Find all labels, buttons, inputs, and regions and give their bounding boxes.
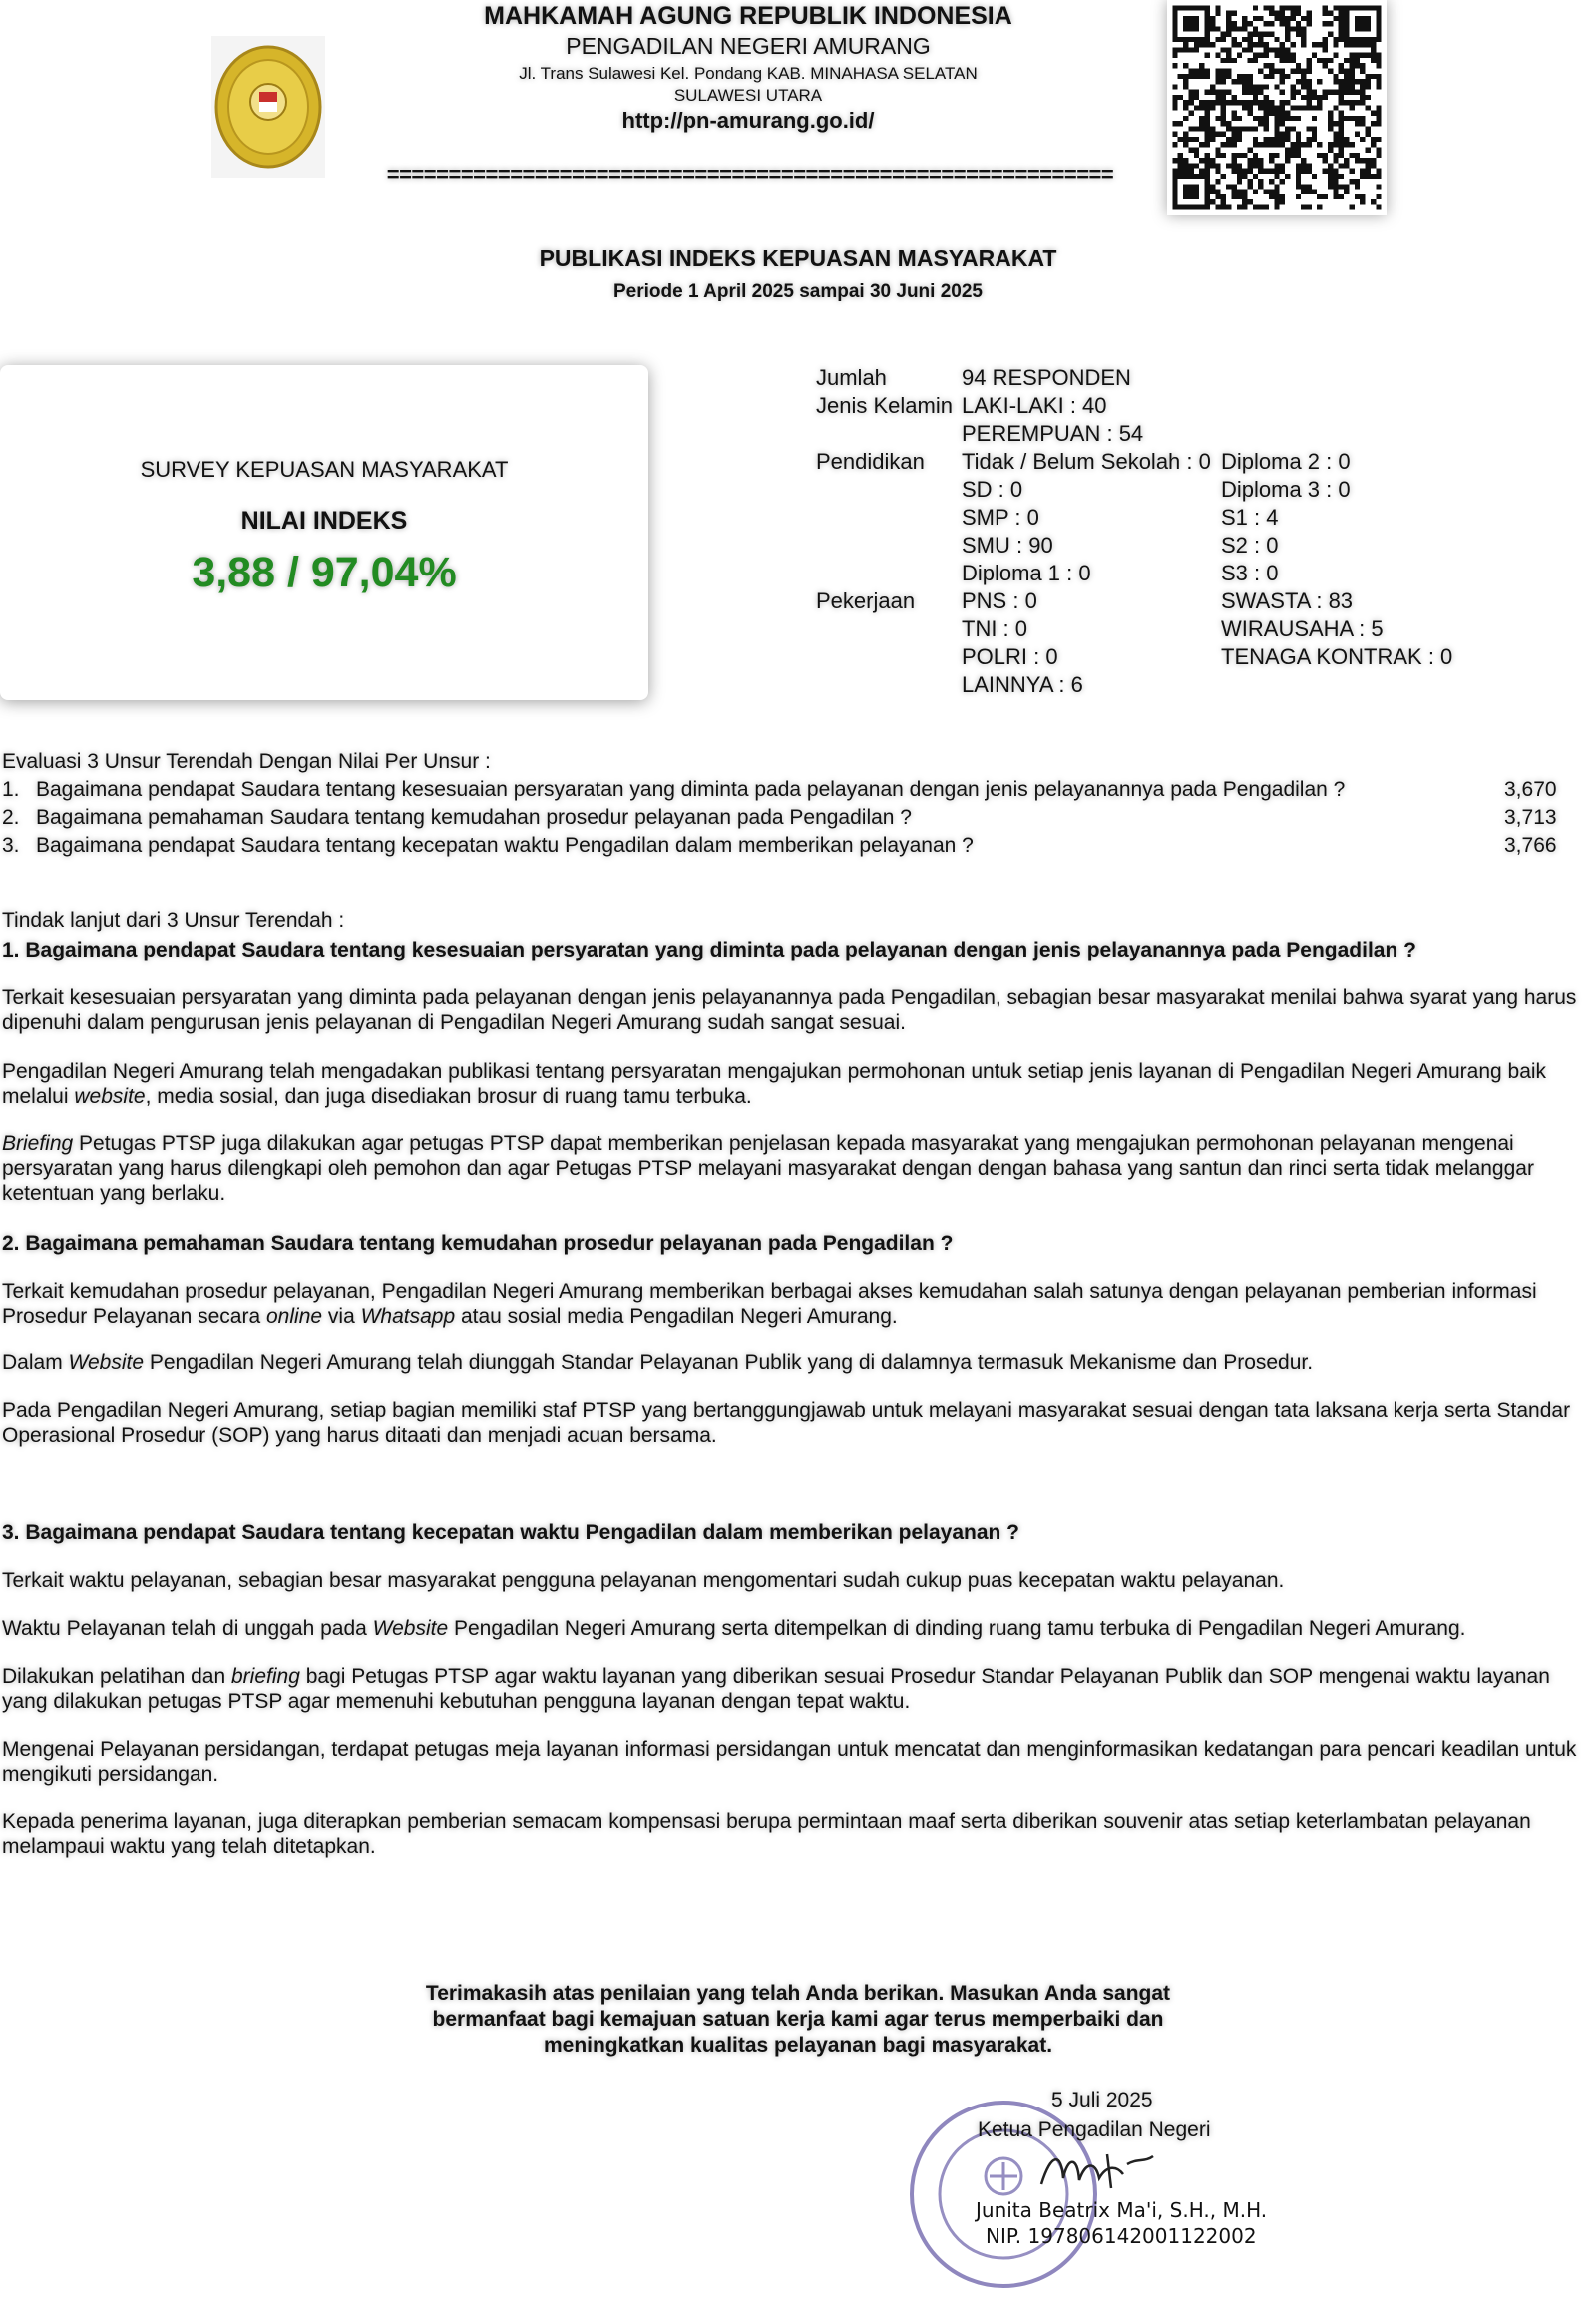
- text-run-italic: online: [266, 1305, 323, 1328]
- evaluation-heading: Evaluasi 3 Unsur Terendah Dengan Nilai Per Unsur :: [2, 750, 491, 773]
- job-item: TNI : 0: [962, 616, 1028, 641]
- court-address: Jl. Trans Sulawesi Kel. Pondang KAB. MINAHASA SELATAN: [519, 64, 978, 83]
- closing-message: Terimakasih atas penilaian yang telah Anda berikan. Masukan Anda sangat bermanfaat bagi kemajuan satuan kerja kami agar terus memperbaiki dan meningkatkan kualitas pelayanan bagi masyarakat.: [425, 1982, 1171, 2057]
- followup-paragraph: Terkait waktu pelayanan, sebagian besar masyarakat pengguna pelayanan mengomentari sudah cukup puas kecepatan waktu pelayanan.: [2, 1569, 1285, 1592]
- index-card: [0, 365, 648, 700]
- court-website-link[interactable]: http://pn-amurang.go.id/: [621, 108, 875, 133]
- job-item: WIRAUSAHA : 5: [1221, 616, 1384, 641]
- text-run-italic: Whatsapp: [360, 1305, 456, 1328]
- text-run-italic: Website: [372, 1617, 449, 1640]
- followup-question-1: 1. Bagaimana pendapat Saudara tentang kesesuaian persyaratan yang diminta pada pelayanan dengan jenis pelayanannya pada Pengadilan ?: [2, 939, 1416, 961]
- evaluation-number: 1.: [2, 778, 20, 801]
- evaluation-question: Bagaimana pemahaman Saudara tentang kemudahan prosedur pelayanan pada Pengadilan ?: [36, 806, 912, 829]
- followup-paragraph: Pada Pengadilan Negeri Amurang, setiap bagian memiliki staf PTSP yang bertanggungjawab untuk melayani masyarakat sesuai dengan tata laksana kerja serta Standar Operasional Prosedur (SOP) yang harus ditaati dan menjadi acuan bersama.: [2, 1399, 1571, 1447]
- education-item: SD : 0: [962, 477, 1023, 502]
- survey-title: SURVEY KEPUASAN MASYARAKAT: [140, 457, 509, 482]
- followup-paragraph: Kepada penerima layanan, juga diterapkan pemberian semacam kompensasi berupa permintaan maaf serta diberikan souvenir atas setiap keterlambatan pelayanan melampaui waktu yang telah ditetapkan.: [2, 1810, 1531, 1858]
- signer-title: Ketua Pengadilan Negeri: [978, 2118, 1211, 2141]
- evaluation-number: 2.: [2, 806, 20, 829]
- text-run-italic: website: [74, 1085, 146, 1108]
- publication-period: Periode 1 April 2025 sampai 30 Juni 2025: [613, 281, 983, 302]
- text-run: , media sosial, dan juga disediakan brosur di ruang tamu terbuka.: [145, 1085, 752, 1108]
- job-item: SWASTA : 83: [1221, 588, 1354, 613]
- followup-heading: Tindak lanjut dari 3 Unsur Terendah :: [2, 909, 345, 932]
- evaluation-score: 3,670: [1504, 778, 1557, 801]
- text-run-italic: Website: [68, 1351, 145, 1374]
- education-item: Diploma 1 : 0: [962, 561, 1091, 585]
- job-label: Pekerjaan: [816, 588, 916, 613]
- text-run: atau sosial media Pengadilan Negeri Amurang.: [455, 1305, 898, 1328]
- court-authority-title: MAHKAMAH AGUNG REPUBLIK INDONESIA: [484, 2, 1012, 30]
- followup-paragraph: [2, 1350, 1594, 1375]
- job-item: PNS : 0: [962, 588, 1037, 613]
- text-run: via: [322, 1305, 361, 1328]
- followup-question-3: 3. Bagaimana pendapat Saudara tentang kecepatan waktu Pengadilan dalam memberikan pelayanan ?: [2, 1521, 1019, 1544]
- job-item: TENAGA KONTRAK : 0: [1221, 644, 1453, 669]
- evaluation-question: Bagaimana pendapat Saudara tentang kesesuaian persyaratan yang diminta pada pelayanan dengan jenis pelayanannya pada Pengadilan ?: [36, 778, 1346, 801]
- evaluation-score: 3,713: [1504, 806, 1557, 829]
- text-run: bagi Petugas PTSP agar waktu layanan yang diberikan sesuai Prosedur Standar Pelayanan Publik dan SOP mengenai waktu layanan yang dilakukan petugas PTSP agar memenuhi kebutuhan pengguna layanan dengan tepat waktu.: [2, 1665, 1550, 1713]
- followup-paragraph: Terkait kesesuaian persyaratan yang diminta pada pelayanan dengan jenis pelayanannya pada Pengadilan, sebagian besar masyarakat menilai bahwa syarat yang harus dipenuhi dalam pengurusan jenis pelayanan di Pengadilan Negeri Amurang sudah sangat sesuai.: [2, 986, 1577, 1034]
- education-item: Tidak / Belum Sekolah : 0: [962, 449, 1211, 474]
- education-item: S2 : 0: [1221, 533, 1279, 558]
- text-run: Pengadilan Negeri Amurang telah diunggah Standar Pelayanan Publik yang di dalamnya termasuk Mekanisme dan Prosedur.: [144, 1351, 1314, 1374]
- followup-paragraph: Mengenai Pelayanan persidangan, terdapat petugas meja layanan informasi persidangan untuk mencatat dan menginformasikan kedatangan para pencari keadilan untuk mengikuti persidangan.: [2, 1738, 1577, 1786]
- text-run: Petugas PTSP juga dilakukan agar petugas PTSP dapat memberikan penjelasan kepada masyarakat yang mengajukan permohonan pelayanan mengenai persyaratan yang harus dilengkapi oleh pemohon dan agar Petugas PTSP melayani masyarakat dengan dengan bahasa yang santun dan rinci serta tidak melanggar ketentuan yang berlaku.: [2, 1132, 1534, 1205]
- signature-date: 5 Juli 2025: [1051, 2089, 1153, 2111]
- text-run: Pengadilan Negeri Amurang telah mengadakan publikasi tentang persyaratan mengajukan permohonan untuk setiap jenis layanan di Pengadilan Negeri Amurang baik melalui: [2, 1060, 1547, 1108]
- followup-paragraph: [2, 1131, 1594, 1206]
- gender-male: LAKI-LAKI : 40: [962, 393, 1107, 418]
- followup-paragraph: [2, 1664, 1594, 1714]
- publication-title: PUBLIKASI INDEKS KEPUASAN MASYARAKAT: [539, 245, 1057, 271]
- education-item: SMU : 90: [962, 533, 1053, 558]
- court-name: PENGADILAN NEGERI AMURANG: [566, 33, 931, 59]
- signer-name: Junita Beatrix Ma'i, S.H., M.H.: [976, 2198, 1268, 2222]
- gender-label: Jenis Kelamin: [816, 393, 953, 418]
- court-province: SULAWESI UTARA: [673, 86, 823, 105]
- text-run-italic: briefing: [231, 1665, 300, 1688]
- evaluation-question: Bagaimana pendapat Saudara tentang kecepatan waktu Pengadilan dalam memberikan pelayanan ?: [36, 834, 974, 857]
- text-run-italic: Briefing: [2, 1132, 74, 1155]
- education-item: Diploma 3 : 0: [1221, 477, 1351, 502]
- text-run: Dilakukan pelatihan dan: [2, 1665, 231, 1688]
- text-run: Dalam: [2, 1351, 69, 1374]
- jumlah-label: Jumlah: [816, 365, 887, 390]
- index-value: 3,88 / 97,04%: [192, 549, 457, 596]
- evaluation-number: 3.: [2, 834, 20, 857]
- qr-code-icon: [1167, 0, 1387, 215]
- gender-female: PEREMPUAN : 54: [962, 421, 1144, 446]
- text-run: Terkait kemudahan prosedur pelayanan, Pengadilan Negeri Amurang memberikan berbagai akses kemudahan salah satunya dengan pelayanan pemberian informasi Prosedur Pelayanan secara: [2, 1280, 1537, 1328]
- handwritten-signature-icon: [1037, 2144, 1157, 2194]
- index-label: NILAI INDEKS: [240, 507, 408, 535]
- followup-paragraph: [2, 1059, 1594, 1109]
- followup-question-2: 2. Bagaimana pemahaman Saudara tentang kemudahan prosedur pelayanan pada Pengadilan ?: [2, 1232, 954, 1255]
- education-label: Pendidikan: [816, 449, 925, 474]
- followup-paragraph: [2, 1616, 1594, 1641]
- header-separator: ===========================================================: [386, 162, 1114, 187]
- mahkamah-agung-emblem-icon: [211, 36, 325, 178]
- text-run: Waktu Pelayanan telah di unggah pada: [2, 1617, 373, 1640]
- education-item: Diploma 2 : 0: [1221, 449, 1351, 474]
- text-run: Pengadilan Negeri Amurang serta ditempelkan di dinding ruang tamu terbuka di Pengadilan Negeri Amurang.: [448, 1617, 1466, 1640]
- job-item: LAINNYA : 6: [962, 672, 1083, 697]
- education-item: S3 : 0: [1221, 561, 1279, 585]
- evaluation-score: 3,766: [1504, 834, 1557, 857]
- signer-nip: NIP. 197806142001122002: [986, 2224, 1257, 2248]
- job-item: POLRI : 0: [962, 644, 1058, 669]
- jumlah-value: 94 RESPONDEN: [962, 365, 1131, 390]
- education-item: S1 : 4: [1221, 505, 1279, 530]
- followup-paragraph: [2, 1279, 1594, 1329]
- education-item: SMP : 0: [962, 505, 1039, 530]
